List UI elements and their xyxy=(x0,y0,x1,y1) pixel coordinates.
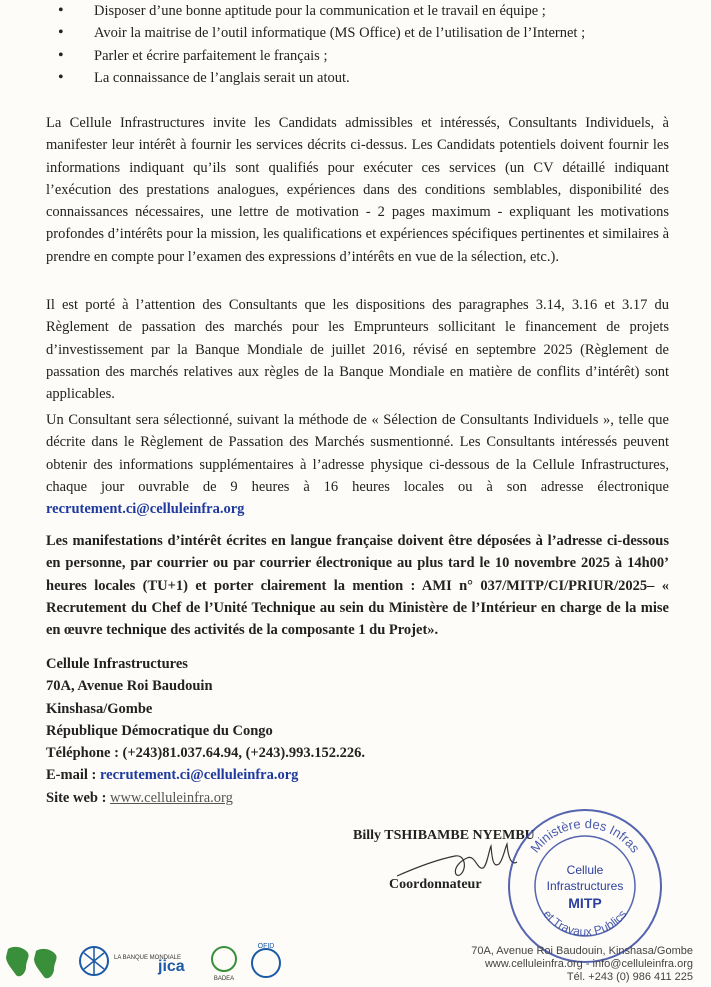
list-item: • La connaissance de l’anglais serait un atout. xyxy=(58,67,678,89)
address-phone xyxy=(46,742,365,764)
requirements-list xyxy=(58,0,678,89)
stamp-line2: Infrastructures xyxy=(546,879,624,893)
badea-logo xyxy=(212,947,236,982)
footer-web: www.celluleinfra.org - info@celluleinfra.org xyxy=(484,958,693,970)
world-bank-label: LA BANQUE MONDIALE xyxy=(114,955,182,961)
phone-value: (+243)81.037.64.94, (+243).993.152.226. xyxy=(122,745,365,762)
address-web xyxy=(46,787,365,809)
address-street: 70A, Avenue Roi Baudouin xyxy=(46,678,213,695)
web-label: Site web : xyxy=(46,789,111,806)
list-item: • Disposer d’une bonne aptitude pour la communication et le travail en équipe ; xyxy=(58,0,678,22)
stamp-line1: Cellule xyxy=(566,863,604,877)
website-link[interactable]: www.celluleinfra.org xyxy=(110,789,233,806)
footer-address: 70A, Avenue Roi Baudouin, Kinshasa/Gombe xyxy=(471,945,693,957)
email-label: E-mail : xyxy=(46,767,100,784)
contact-address xyxy=(46,653,365,809)
address-city: Kinshasa/Gombe xyxy=(46,700,153,717)
africa-logo xyxy=(6,947,57,978)
address-org: Cellule Infrastructures xyxy=(46,656,188,672)
signer-title: Coordonnateur xyxy=(389,877,482,892)
list-item: • Parler et écrire parfaitement le français ; xyxy=(58,45,678,67)
stamp-top-text: Ministère des Infras xyxy=(527,815,643,856)
invitation-paragraph: La Cellule Infrastructures invite les Candidats admissibles et intéressés, Consultants Individuels, à manifester leur intérêt à fournir les services décrits ci-dessus. Les Candidats potentiels doivent fournir les informations indiquant qu’ils sont qualifiés pour exécuter ces services (un CV détaillé indiquant l’exécution des prestations analogues, expériences dans des conditions semblables, disponibilité des connaissances nécessaires, une lettre de motivation - 2 pages maximum - expliquant les motivations profondes d’intérêts pour la mission, les qualifications et expériences spécifiques pertinentes et similaires à prendre en compte pour l’examen des expressions d’intérêts en vue de la sélection, etc.). xyxy=(46,115,669,265)
badea-label: BADEA xyxy=(213,976,235,982)
footer-phone: Tél. +243 (0) 986 411 225 xyxy=(566,971,693,983)
selection-paragraph xyxy=(46,409,669,520)
selection-text: Un Consultant sera sélectionné, suivant la méthode de « Sélection de Consultants Individuels », telle que décrite dans le Règlement de Passation des Marchés susmentionné. Les Consultants intéressés peuvent obtenir des informations supplémentaires à l’adresse physique ci-dessous de la Cellule Infrastructures, chaque jour ouvrable de 9 heures à 16 heures locales ou à son adresse électronique xyxy=(46,412,669,495)
address-email xyxy=(46,764,365,786)
email-link[interactable]: recrutement.ci@celluleinfra.org xyxy=(46,501,245,518)
stamp-line3: MITP xyxy=(568,895,602,911)
partner-logos xyxy=(0,939,290,983)
address-email-link[interactable]: recrutement.ci@celluleinfra.org xyxy=(99,767,299,784)
official-stamp xyxy=(505,806,665,966)
jica-logo: jica xyxy=(158,958,185,975)
signer-name: Billy TSHIBAMBE NYEMBU xyxy=(353,828,535,843)
rules-paragraph: Il est porté à l’attention des Consultants que les dispositions des paragraphes 3.14, 3.16 et 3.17 du Règlement de passation des marchés pour les Emprunteurs sollicitant le financement de projets d’investissement par la Banque Mondiale de juillet 2016, révisé en septembre 2025 (Règlement de passation des marchés relatives aux règles de la Banque Mondiale en matière de conflits d’intérêt) sont applicables. xyxy=(46,297,669,403)
ofid-logo xyxy=(252,943,280,977)
footer-contact xyxy=(471,945,693,984)
list-item: • Avoir la maitrise de l’outil informatique (MS Office) et de l’utilisation de l’Internet ; xyxy=(58,22,678,44)
address-country: République Démocratique du Congo xyxy=(46,722,273,739)
ofid-label: OFID xyxy=(257,943,275,950)
stamp-bottom-text: et Travaux Publics xyxy=(540,907,630,939)
deadline-paragraph: Les manifestations d’intérêt écrites en langue française doivent être déposées à l’adresse ci-dessous en personne, par courrier ou par courrier électronique au plus tard le 10 novembre 2025 à 14h00’ heures locales (TU+1) et porter clairement la mention : AMI n° 037/MITP/CI/PRIUR/2025– « Recrutement du Chef de l’Unité Technique au sein du Ministère de l’Intérieur en charge de la mise en œuvre technique des activités de la composante 1 du Projet». xyxy=(46,533,669,639)
phone-label: Téléphone : xyxy=(46,745,123,762)
svg-text:et Travaux Publics xyxy=(540,907,629,939)
